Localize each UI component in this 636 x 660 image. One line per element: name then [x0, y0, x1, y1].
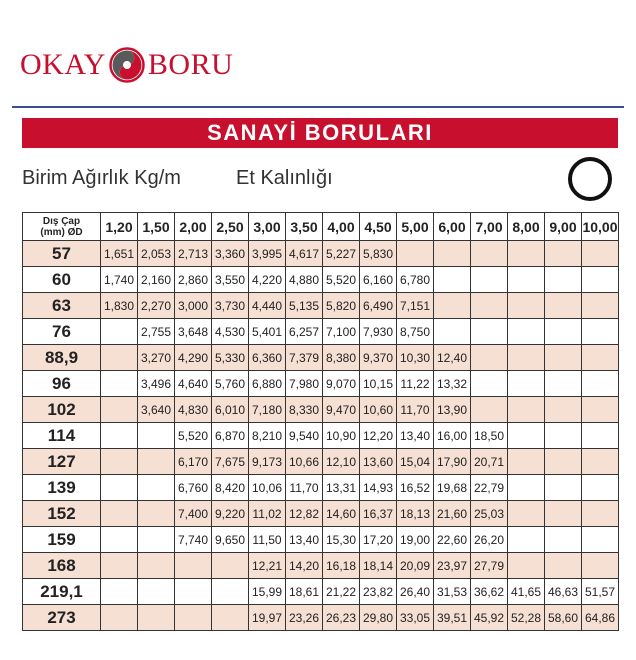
weight-cell: 23,97 [434, 553, 471, 579]
weight-cell [138, 475, 175, 501]
weight-cell: 51,57 [582, 579, 619, 605]
weight-cell: 13,40 [397, 423, 434, 449]
weight-cell [101, 371, 138, 397]
weight-cell: 33,05 [397, 605, 434, 631]
weight-cell: 16,18 [323, 553, 360, 579]
weight-cell: 6,170 [175, 449, 212, 475]
header-divider [12, 106, 624, 108]
weight-cell: 29,80 [360, 605, 397, 631]
thickness-header: 4,50 [360, 213, 397, 241]
weight-cell [508, 527, 545, 553]
weight-cell: 13,31 [323, 475, 360, 501]
weight-cell [582, 293, 619, 319]
logo-text-right: BORU [147, 48, 234, 81]
weight-cell [545, 241, 582, 267]
weight-cell: 4,220 [249, 267, 286, 293]
weight-cell: 2,270 [138, 293, 175, 319]
weight-cell: 7,180 [249, 397, 286, 423]
weight-cell: 26,20 [471, 527, 508, 553]
brand-logo [20, 45, 233, 85]
weight-cell: 7,151 [397, 293, 434, 319]
weight-cell: 7,675 [212, 449, 249, 475]
weight-cell: 27,79 [471, 553, 508, 579]
weight-cell: 2,860 [175, 267, 212, 293]
pipe-weight-table [22, 212, 619, 631]
weight-cell: 5,330 [212, 345, 249, 371]
thickness-header: 10,00 [582, 213, 619, 241]
weight-cell [471, 345, 508, 371]
weight-cell [434, 293, 471, 319]
weight-cell [434, 267, 471, 293]
weight-cell: 58,60 [545, 605, 582, 631]
weight-cell: 2,755 [138, 319, 175, 345]
weight-cell: 6,760 [175, 475, 212, 501]
table-corner-header [23, 213, 101, 241]
table-row [23, 605, 619, 631]
weight-cell: 10,30 [397, 345, 434, 371]
weight-cell: 6,160 [360, 267, 397, 293]
thickness-header: 3,50 [286, 213, 323, 241]
weight-cell: 20,71 [471, 449, 508, 475]
weight-cell: 7,980 [286, 371, 323, 397]
weight-cell: 18,61 [286, 579, 323, 605]
weight-cell [508, 267, 545, 293]
weight-cell [101, 449, 138, 475]
thickness-header: 9,00 [545, 213, 582, 241]
weight-cell: 6,490 [360, 293, 397, 319]
weight-cell: 3,648 [175, 319, 212, 345]
weight-cell [508, 293, 545, 319]
table-row [23, 579, 619, 605]
unit-weight-label: Birim Ağırlık Kg/m [22, 167, 181, 189]
weight-cell [545, 319, 582, 345]
weight-cell: 64,86 [582, 605, 619, 631]
weight-cell: 5,820 [323, 293, 360, 319]
weight-cell: 31,53 [434, 579, 471, 605]
weight-cell [508, 501, 545, 527]
weight-cell [508, 345, 545, 371]
weight-cell: 12,10 [323, 449, 360, 475]
weight-cell: 22,79 [471, 475, 508, 501]
thickness-header: 7,00 [471, 213, 508, 241]
thickness-header: 1,50 [138, 213, 175, 241]
weight-cell: 13,32 [434, 371, 471, 397]
weight-cell: 18,50 [471, 423, 508, 449]
weight-cell: 6,780 [397, 267, 434, 293]
weight-cell [582, 319, 619, 345]
weight-cell [138, 449, 175, 475]
weight-cell: 14,93 [360, 475, 397, 501]
weight-cell [508, 241, 545, 267]
table-row [23, 267, 619, 293]
thickness-header: 4,00 [323, 213, 360, 241]
table-row [23, 553, 619, 579]
weight-cell: 45,92 [471, 605, 508, 631]
weight-cell: 9,370 [360, 345, 397, 371]
weight-cell: 3,270 [138, 345, 175, 371]
weight-cell: 5,830 [360, 241, 397, 267]
corner-label-top: Dış Çap [42, 215, 81, 227]
weight-cell [101, 345, 138, 371]
weight-cell [508, 423, 545, 449]
weight-cell: 15,30 [323, 527, 360, 553]
weight-cell [545, 397, 582, 423]
weight-cell [175, 553, 212, 579]
weight-cell [101, 605, 138, 631]
weight-cell [582, 371, 619, 397]
weight-cell: 13,60 [360, 449, 397, 475]
weight-cell: 14,60 [323, 501, 360, 527]
weight-cell: 1,740 [101, 267, 138, 293]
weight-cell [101, 527, 138, 553]
weight-cell [138, 605, 175, 631]
table-header-row [23, 213, 619, 241]
weight-cell: 12,40 [434, 345, 471, 371]
weight-cell [545, 267, 582, 293]
weight-cell [138, 423, 175, 449]
weight-cell: 2,160 [138, 267, 175, 293]
ring-icon [568, 157, 612, 201]
weight-cell: 7,100 [323, 319, 360, 345]
outer-diameter-cell: 139 [23, 475, 101, 501]
weight-cell: 4,290 [175, 345, 212, 371]
table-body [23, 241, 619, 631]
weight-cell [101, 319, 138, 345]
weight-cell: 9,070 [323, 371, 360, 397]
weight-cell: 16,37 [360, 501, 397, 527]
weight-cell [508, 475, 545, 501]
weight-cell: 1,651 [101, 241, 138, 267]
weight-cell: 7,379 [286, 345, 323, 371]
weight-cell [508, 397, 545, 423]
weight-cell: 6,257 [286, 319, 323, 345]
weight-cell [545, 293, 582, 319]
weight-cell: 19,97 [249, 605, 286, 631]
weight-cell [582, 345, 619, 371]
weight-cell [582, 241, 619, 267]
weight-cell: 16,00 [434, 423, 471, 449]
weight-cell [101, 475, 138, 501]
weight-cell: 11,70 [397, 397, 434, 423]
weight-cell: 8,210 [249, 423, 286, 449]
outer-diameter-cell: 273 [23, 605, 101, 631]
weight-cell: 26,40 [397, 579, 434, 605]
weight-cell: 3,730 [212, 293, 249, 319]
weight-cell [471, 319, 508, 345]
weight-cell [138, 579, 175, 605]
weight-cell [582, 449, 619, 475]
table-row [23, 501, 619, 527]
weight-cell [508, 553, 545, 579]
weight-cell: 26,23 [323, 605, 360, 631]
outer-diameter-cell: 57 [23, 241, 101, 267]
thickness-header: 6,00 [434, 213, 471, 241]
weight-cell: 18,14 [360, 553, 397, 579]
weight-cell [545, 345, 582, 371]
weight-cell [471, 371, 508, 397]
weight-cell: 52,28 [508, 605, 545, 631]
weight-cell [471, 241, 508, 267]
weight-cell: 3,995 [249, 241, 286, 267]
weight-cell: 8,380 [323, 345, 360, 371]
weight-cell [471, 397, 508, 423]
weight-cell: 5,520 [175, 423, 212, 449]
weight-cell: 13,90 [434, 397, 471, 423]
weight-cell: 10,66 [286, 449, 323, 475]
weight-cell: 9,650 [212, 527, 249, 553]
thickness-header: 5,00 [397, 213, 434, 241]
weight-cell [434, 241, 471, 267]
weight-cell [582, 397, 619, 423]
corner-label-bottom: (mm) ØD [40, 226, 83, 238]
weight-cell [582, 553, 619, 579]
weight-cell: 17,90 [434, 449, 471, 475]
table-row [23, 423, 619, 449]
weight-cell: 1,830 [101, 293, 138, 319]
weight-cell: 10,90 [323, 423, 360, 449]
weight-cell: 11,02 [249, 501, 286, 527]
weight-cell [434, 319, 471, 345]
weight-cell: 7,930 [360, 319, 397, 345]
weight-cell [138, 527, 175, 553]
weight-cell: 10,60 [360, 397, 397, 423]
weight-cell [508, 449, 545, 475]
outer-diameter-cell: 219,1 [23, 579, 101, 605]
weight-cell: 6,010 [212, 397, 249, 423]
weight-cell: 12,20 [360, 423, 397, 449]
weight-cell [138, 553, 175, 579]
weight-cell [508, 319, 545, 345]
thickness-header: 1,20 [101, 213, 138, 241]
outer-diameter-cell: 168 [23, 553, 101, 579]
weight-cell [175, 605, 212, 631]
outer-diameter-cell: 60 [23, 267, 101, 293]
weight-cell: 4,440 [249, 293, 286, 319]
table-row [23, 371, 619, 397]
weight-cell: 12,21 [249, 553, 286, 579]
weight-cell [545, 449, 582, 475]
outer-diameter-cell: 63 [23, 293, 101, 319]
weight-cell: 5,227 [323, 241, 360, 267]
thickness-header: 2,00 [175, 213, 212, 241]
weight-cell: 12,82 [286, 501, 323, 527]
weight-cell: 11,50 [249, 527, 286, 553]
weight-cell [582, 267, 619, 293]
weight-cell: 5,760 [212, 371, 249, 397]
weight-cell: 15,04 [397, 449, 434, 475]
weight-cell: 41,65 [508, 579, 545, 605]
page-title: SANAYİ BORULARI [207, 120, 433, 145]
weight-cell: 23,82 [360, 579, 397, 605]
weight-cell: 6,360 [249, 345, 286, 371]
weight-cell: 8,750 [397, 319, 434, 345]
weight-cell: 9,470 [323, 397, 360, 423]
outer-diameter-cell: 114 [23, 423, 101, 449]
weight-cell: 19,68 [434, 475, 471, 501]
weight-cell: 19,00 [397, 527, 434, 553]
weight-cell: 5,520 [323, 267, 360, 293]
table-row [23, 293, 619, 319]
table-row [23, 345, 619, 371]
weight-cell: 21,60 [434, 501, 471, 527]
weight-cell: 5,401 [249, 319, 286, 345]
weight-cell [582, 475, 619, 501]
weight-cell: 2,053 [138, 241, 175, 267]
weight-cell: 23,26 [286, 605, 323, 631]
weight-cell: 46,63 [545, 579, 582, 605]
weight-cell: 9,173 [249, 449, 286, 475]
weight-cell: 15,99 [249, 579, 286, 605]
weight-cell: 4,640 [175, 371, 212, 397]
weight-cell: 7,740 [175, 527, 212, 553]
weight-cell [582, 501, 619, 527]
weight-cell: 3,000 [175, 293, 212, 319]
weight-cell [508, 371, 545, 397]
weight-cell [101, 501, 138, 527]
weight-cell [582, 423, 619, 449]
weight-cell: 8,420 [212, 475, 249, 501]
thickness-header: 2,50 [212, 213, 249, 241]
outer-diameter-cell: 127 [23, 449, 101, 475]
weight-cell [101, 397, 138, 423]
weight-cell [545, 475, 582, 501]
weight-cell: 4,530 [212, 319, 249, 345]
weight-cell: 3,550 [212, 267, 249, 293]
weight-cell: 21,22 [323, 579, 360, 605]
weight-cell: 10,06 [249, 475, 286, 501]
weight-cell [397, 241, 434, 267]
weight-cell [545, 501, 582, 527]
weight-cell [101, 579, 138, 605]
weight-cell: 16,52 [397, 475, 434, 501]
outer-diameter-cell: 76 [23, 319, 101, 345]
weight-cell: 6,880 [249, 371, 286, 397]
weight-cell: 4,617 [286, 241, 323, 267]
weight-cell [545, 423, 582, 449]
weight-cell: 3,496 [138, 371, 175, 397]
weight-cell [545, 527, 582, 553]
weight-cell: 4,830 [175, 397, 212, 423]
logo-text-left: OKAY [20, 48, 106, 81]
weight-cell: 18,13 [397, 501, 434, 527]
weight-cell [101, 553, 138, 579]
weight-cell: 8,330 [286, 397, 323, 423]
weight-cell [212, 553, 249, 579]
weight-cell: 11,22 [397, 371, 434, 397]
outer-diameter-cell: 88,9 [23, 345, 101, 371]
thickness-header: 3,00 [249, 213, 286, 241]
table-row [23, 527, 619, 553]
weight-cell [101, 423, 138, 449]
outer-diameter-cell: 152 [23, 501, 101, 527]
swirl-ball-icon [109, 47, 145, 83]
weight-cell [175, 579, 212, 605]
weight-cell: 22,60 [434, 527, 471, 553]
outer-diameter-cell: 96 [23, 371, 101, 397]
weight-cell: 7,400 [175, 501, 212, 527]
weight-cell: 3,640 [138, 397, 175, 423]
weight-cell: 10,15 [360, 371, 397, 397]
weight-cell: 17,20 [360, 527, 397, 553]
outer-diameter-cell: 159 [23, 527, 101, 553]
table-row [23, 319, 619, 345]
weight-cell: 5,135 [286, 293, 323, 319]
weight-cell: 2,713 [175, 241, 212, 267]
outer-diameter-cell: 102 [23, 397, 101, 423]
table-row [23, 449, 619, 475]
weight-cell [212, 579, 249, 605]
weight-cell: 14,20 [286, 553, 323, 579]
weight-cell: 25,03 [471, 501, 508, 527]
weight-cell: 11,70 [286, 475, 323, 501]
weight-cell: 3,360 [212, 241, 249, 267]
table-row [23, 397, 619, 423]
wall-thickness-label: Et Kalınlığı [236, 167, 333, 189]
weight-cell [545, 553, 582, 579]
table-row [23, 241, 619, 267]
weight-cell [582, 527, 619, 553]
weight-cell: 9,540 [286, 423, 323, 449]
thickness-header: 8,00 [508, 213, 545, 241]
weight-cell [471, 293, 508, 319]
weight-cell [212, 605, 249, 631]
title-banner [22, 118, 618, 148]
weight-cell: 39,51 [434, 605, 471, 631]
weight-cell: 13,40 [286, 527, 323, 553]
weight-cell: 9,220 [212, 501, 249, 527]
weight-cell: 36,62 [471, 579, 508, 605]
weight-cell [471, 267, 508, 293]
weight-cell [545, 371, 582, 397]
weight-cell: 4,880 [286, 267, 323, 293]
weight-cell: 20,09 [397, 553, 434, 579]
weight-cell [138, 501, 175, 527]
table-row [23, 475, 619, 501]
weight-cell: 6,870 [212, 423, 249, 449]
